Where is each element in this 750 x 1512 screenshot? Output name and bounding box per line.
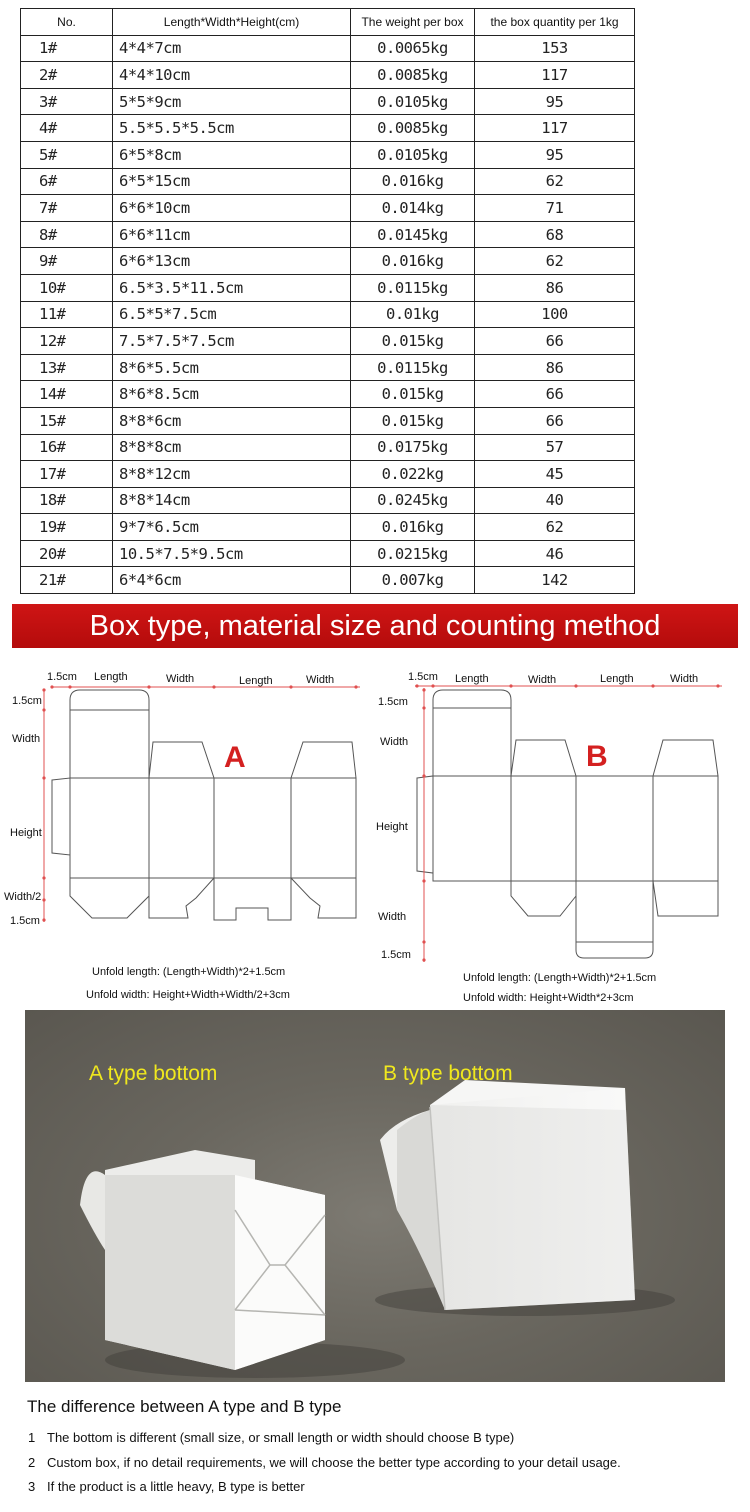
- cell-dimensions: 6*4*6cm: [113, 567, 351, 594]
- a-label-length-2: Length: [239, 675, 273, 687]
- table-row: [21, 514, 635, 541]
- cell-dimensions: 9*7*6.5cm: [113, 514, 351, 541]
- cell-dimensions: 8*8*14cm: [113, 487, 351, 514]
- a-unfold-width: Unfold width: Height+Width+Width/2+3cm: [86, 989, 290, 1001]
- header-no: No.: [21, 9, 113, 36]
- cell-dimensions: 6.5*5*7.5cm: [113, 301, 351, 328]
- cell-quantity: 117: [475, 115, 635, 142]
- a-label-side-height: Height: [10, 827, 42, 839]
- a-label-tab: 1.5cm: [47, 671, 77, 683]
- table-row: [21, 540, 635, 567]
- a-label-side-width: Width: [12, 733, 41, 745]
- cell-quantity: 86: [475, 274, 635, 301]
- cell-quantity: 57: [475, 434, 635, 461]
- box-size-table: [20, 8, 635, 594]
- cell-weight: 0.016kg: [351, 514, 475, 541]
- cell-quantity: 117: [475, 62, 635, 89]
- difference-item-number: 3: [28, 1479, 36, 1494]
- cell-weight: 0.0215kg: [351, 540, 475, 567]
- table-row: [21, 248, 635, 275]
- cell-quantity: 66: [475, 328, 635, 355]
- header-dimensions: Length*Width*Height(cm): [113, 9, 351, 36]
- cell-quantity: 71: [475, 195, 635, 222]
- cell-no: 2#: [21, 62, 113, 89]
- cell-dimensions: 8*6*5.5cm: [113, 354, 351, 381]
- table-row: [21, 461, 635, 488]
- cell-weight: 0.016kg: [351, 248, 475, 275]
- cell-weight: 0.0115kg: [351, 274, 475, 301]
- b-label-length-1: Length: [455, 673, 489, 685]
- cell-no: 13#: [21, 354, 113, 381]
- b-label-width-2: Width: [670, 673, 699, 685]
- cell-weight: 0.015kg: [351, 328, 475, 355]
- cell-dimensions: 6.5*3.5*11.5cm: [113, 274, 351, 301]
- b-type-bottom-label: B type bottom: [383, 1062, 513, 1085]
- difference-item-text: The bottom is different (small size, or small length or width should choose B type): [47, 1430, 515, 1445]
- cell-quantity: 68: [475, 221, 635, 248]
- table-row: [21, 221, 635, 248]
- cell-weight: 0.01kg: [351, 301, 475, 328]
- cell-weight: 0.0085kg: [351, 115, 475, 142]
- box-bottom-photo: [25, 1010, 725, 1382]
- cell-quantity: 95: [475, 88, 635, 115]
- cell-quantity: 153: [475, 35, 635, 62]
- cell-no: 20#: [21, 540, 113, 567]
- cell-weight: 0.015kg: [351, 381, 475, 408]
- a-label-side-half-width: Width/2: [4, 891, 42, 903]
- cell-no: 15#: [21, 407, 113, 434]
- cell-no: 3#: [21, 88, 113, 115]
- b-label-side-width: Width: [380, 736, 409, 748]
- table-row: [21, 567, 635, 594]
- cell-no: 17#: [21, 461, 113, 488]
- cell-weight: 0.022kg: [351, 461, 475, 488]
- table-row: [21, 328, 635, 355]
- b-unfold-length: Unfold length: (Length+Width)*2+1.5cm: [463, 972, 657, 984]
- table-row: [21, 434, 635, 461]
- difference-item-number: 1: [28, 1430, 36, 1445]
- difference-item-text: If the product is a little heavy, B type is better: [47, 1479, 305, 1494]
- cell-quantity: 40: [475, 487, 635, 514]
- a-label-side-tab: 1.5cm: [12, 695, 42, 707]
- table-row: [21, 195, 635, 222]
- cell-quantity: 62: [475, 514, 635, 541]
- cell-weight: 0.0115kg: [351, 354, 475, 381]
- table-row: [21, 88, 635, 115]
- cell-quantity: 62: [475, 168, 635, 195]
- cell-no: 18#: [21, 487, 113, 514]
- cell-weight: 0.0065kg: [351, 35, 475, 62]
- cell-no: 10#: [21, 274, 113, 301]
- cell-no: 6#: [21, 168, 113, 195]
- cell-dimensions: 6*5*8cm: [113, 141, 351, 168]
- b-label-side-height: Height: [376, 821, 408, 833]
- cell-dimensions: 10.5*7.5*9.5cm: [113, 540, 351, 567]
- cell-weight: 0.007kg: [351, 567, 475, 594]
- cell-weight: 0.0145kg: [351, 221, 475, 248]
- table-row: [21, 35, 635, 62]
- cell-quantity: 66: [475, 381, 635, 408]
- cell-quantity: 142: [475, 567, 635, 594]
- cell-no: 4#: [21, 115, 113, 142]
- b-type-box: [380, 1080, 635, 1310]
- cell-quantity: 46: [475, 540, 635, 567]
- table-row: [21, 407, 635, 434]
- difference-item: [28, 1430, 514, 1445]
- header-quantity: the box quantity per 1kg: [475, 9, 635, 36]
- cell-dimensions: 6*6*11cm: [113, 221, 351, 248]
- cell-weight: 0.0105kg: [351, 141, 475, 168]
- table-row: [21, 381, 635, 408]
- cell-no: 1#: [21, 35, 113, 62]
- table-header-row: [21, 9, 635, 36]
- cell-weight: 0.015kg: [351, 407, 475, 434]
- cell-weight: 0.0105kg: [351, 88, 475, 115]
- table-row: [21, 274, 635, 301]
- difference-item-number: 2: [28, 1455, 36, 1470]
- dieline-type-a: [52, 690, 356, 920]
- cell-dimensions: 7.5*7.5*7.5cm: [113, 328, 351, 355]
- cell-weight: 0.014kg: [351, 195, 475, 222]
- b-unfold-width: Unfold width: Height+Width*2+3cm: [463, 992, 634, 1004]
- cell-no: 19#: [21, 514, 113, 541]
- b-label-width-1: Width: [528, 674, 557, 686]
- b-label-length-2: Length: [600, 673, 634, 685]
- table-row: [21, 487, 635, 514]
- cell-dimensions: 6*6*10cm: [113, 195, 351, 222]
- cell-quantity: 66: [475, 407, 635, 434]
- cell-dimensions: 6*5*15cm: [113, 168, 351, 195]
- cell-dimensions: 8*8*12cm: [113, 461, 351, 488]
- cell-no: 7#: [21, 195, 113, 222]
- a-label-width-1: Width: [166, 673, 195, 685]
- a-label-side-bottom-tab: 1.5cm: [10, 915, 40, 927]
- table-row: [21, 168, 635, 195]
- table-row: [21, 115, 635, 142]
- section-banner: Box type, material size and counting method: [12, 604, 738, 648]
- table-row: [21, 62, 635, 89]
- cell-dimensions: 4*4*7cm: [113, 35, 351, 62]
- table-row: [21, 301, 635, 328]
- difference-item-text: Custom box, if no detail requirements, we will choose the better type according to your detail usage.: [47, 1455, 621, 1470]
- cell-weight: 0.0175kg: [351, 434, 475, 461]
- a-type-bottom-label: A type bottom: [89, 1062, 218, 1085]
- cell-dimensions: 5*5*9cm: [113, 88, 351, 115]
- cell-weight: 0.0245kg: [351, 487, 475, 514]
- cell-no: 12#: [21, 328, 113, 355]
- cell-no: 16#: [21, 434, 113, 461]
- a-type-box: [80, 1150, 325, 1370]
- b-label-side-tab: 1.5cm: [378, 696, 408, 708]
- b-label-side-width-2: Width: [378, 911, 407, 923]
- cell-dimensions: 8*8*8cm: [113, 434, 351, 461]
- type-b-letter: B: [586, 740, 608, 773]
- b-label-tab: 1.5cm: [408, 671, 438, 683]
- cell-quantity: 62: [475, 248, 635, 275]
- cell-weight: 0.0085kg: [351, 62, 475, 89]
- box-dieline-diagrams: [0, 660, 750, 1005]
- cell-quantity: 95: [475, 141, 635, 168]
- a-label-length-1: Length: [94, 671, 128, 683]
- cell-quantity: 45: [475, 461, 635, 488]
- cell-no: 14#: [21, 381, 113, 408]
- dieline-type-b: [417, 690, 718, 958]
- cell-quantity: 86: [475, 354, 635, 381]
- b-label-side-bottom-tab: 1.5cm: [381, 949, 411, 961]
- table-row: [21, 354, 635, 381]
- cell-quantity: 100: [475, 301, 635, 328]
- cell-no: 21#: [21, 567, 113, 594]
- a-label-width-2: Width: [306, 674, 335, 686]
- cell-no: 8#: [21, 221, 113, 248]
- a-unfold-length: Unfold length: (Length+Width)*2+1.5cm: [92, 966, 286, 978]
- difference-item: [28, 1479, 305, 1494]
- cell-dimensions: 4*4*10cm: [113, 62, 351, 89]
- cell-no: 5#: [21, 141, 113, 168]
- cell-weight: 0.016kg: [351, 168, 475, 195]
- header-weight: The weight per box: [351, 9, 475, 36]
- cell-no: 9#: [21, 248, 113, 275]
- cell-dimensions: 8*8*6cm: [113, 407, 351, 434]
- table-row: [21, 141, 635, 168]
- type-a-letter: A: [224, 741, 246, 774]
- cell-dimensions: 5.5*5.5*5.5cm: [113, 115, 351, 142]
- cell-no: 11#: [21, 301, 113, 328]
- difference-title: The difference between A type and B type: [27, 1397, 342, 1416]
- cell-dimensions: 6*6*13cm: [113, 248, 351, 275]
- cell-dimensions: 8*6*8.5cm: [113, 381, 351, 408]
- difference-item: [28, 1455, 621, 1470]
